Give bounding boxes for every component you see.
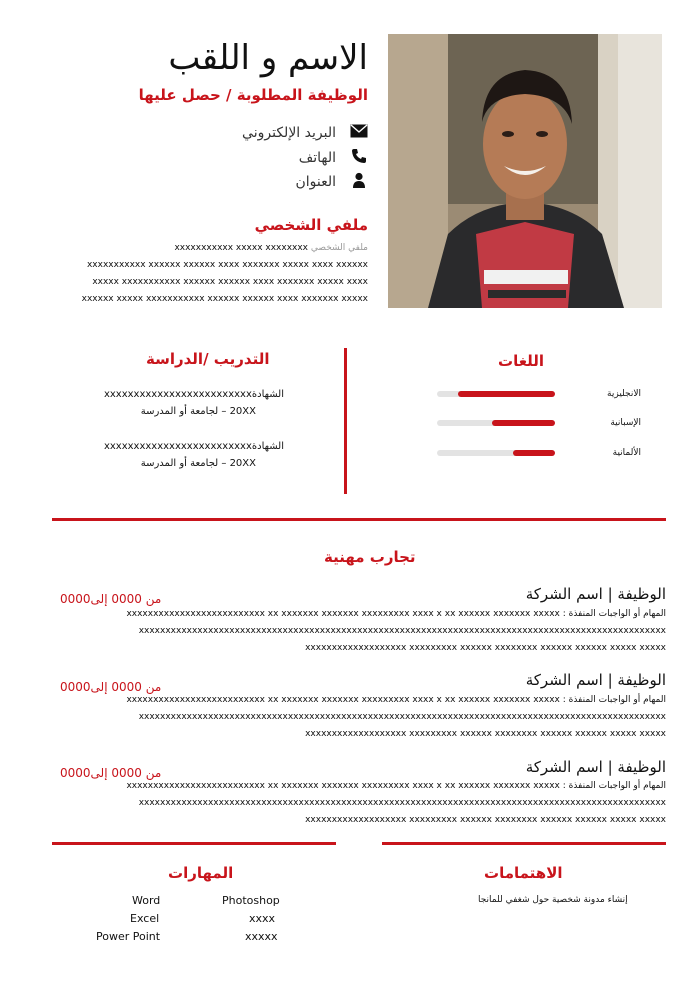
contact-email-label: البريد الإلكتروني (242, 125, 336, 141)
profile-line-3: xxxxx xxxxxxxxxxx xxxxxx xxxxxx xxxx xxxxxxx xxxxx xxxx (92, 277, 368, 287)
profile-label: ملفي الشخصي (310, 243, 368, 253)
education-degree: الشهادةxxxxxxxxxxxxxxxxxxxxxxxxx (103, 441, 284, 452)
language-row (437, 446, 641, 460)
experience-line: xxxxxxxxxxxxxxxxxxx xxxxxxxxx xxxxxx xxxxxxxx xxxxxx xxxxxx xxxxx xxxxx (305, 729, 666, 739)
education-school: 20XX – لجامعة أو المدرسة (140, 458, 256, 469)
profile-line-4: xxxxxx xxxxx xxxxxxxxxxx xxxxxx xxxxxx xxxx xxxxxxx xxxxx (81, 294, 368, 304)
contact-phone-label: الهاتف (298, 150, 336, 166)
skill-item: xxxx (249, 912, 276, 925)
experience-heading: الوظيفة | اسم الشركة (525, 671, 666, 689)
language-name: الألمانية (612, 448, 641, 458)
profile-line-1 (174, 240, 368, 257)
person-photo-illustration (388, 34, 662, 308)
section-divider (52, 842, 336, 845)
contact-address-label: العنوان (295, 174, 336, 190)
contact-phone (299, 147, 368, 169)
language-level-bar (437, 450, 555, 456)
experience-line: المهام أو الواجبات المنفذة : xxxxxxxxxxxxxxxxxxxxxxxxxx xx xxxxxxx xxxxxxx xxxxxxxxx xxxx x xx xxxxxx xxxxxxx xxxxx (126, 609, 666, 619)
profile-line-2: xxxxxxxxxxx xxxxxx xxxxxx xxxx xxxxxxx xxxxx xxxx xxxxxx (86, 260, 368, 270)
education-degree: الشهادةxxxxxxxxxxxxxxxxxxxxxxxxx (103, 389, 284, 400)
interest-item: إنشاء مدونة شخصية حول شغفي للمانجا (478, 895, 628, 905)
section-divider (382, 842, 666, 845)
language-name: الانجليزية (607, 389, 641, 399)
experience-line: المهام أو الواجبات المنفذة : xxxxxxxxxxxxxxxxxxxxxxxxxx xx xxxxxxx xxxxxxx xxxxxxxxx xxxx x xx xxxxxx xxxxxxx xxxxx (126, 781, 666, 791)
skill-item: Photoshop (222, 894, 280, 907)
contact-address (295, 171, 368, 193)
experience-line: xxxxxxxxxxxxxxxxxxxxxxxxxxxxxxxxxxxxxxxxxxxxxxxxxxxxxxxxxxxxxxxxxxxxxxxxxxxxxxxxxxxxxxxxxxxxxxxxxxx (138, 712, 666, 722)
experience-heading: الوظيفة | اسم الشركة (525, 758, 666, 776)
experience-dates: من 0000 إلى0000 (60, 592, 162, 606)
language-name: الإسبانية (610, 418, 641, 428)
person-icon (350, 172, 368, 192)
skill-item: Power Point (96, 930, 161, 943)
language-level-fill (458, 391, 555, 397)
education-school: 20XX – لجامعة أو المدرسة (140, 406, 256, 417)
column-divider (344, 348, 347, 494)
language-level-fill (513, 450, 555, 456)
experience-line: xxxxxxxxxxxxxxxxxxxxxxxxxxxxxxxxxxxxxxxxxxxxxxxxxxxxxxxxxxxxxxxxxxxxxxxxxxxxxxxxxxxxxxxxxxxxxxxxxxx (138, 626, 666, 636)
skill-item: Excel (130, 912, 160, 925)
phone-icon (350, 148, 368, 168)
experience-section-title: تجارب مهنية (324, 548, 416, 566)
section-divider (52, 518, 666, 521)
language-level-bar (437, 391, 555, 397)
interests-section-title: الاهتمامات (484, 864, 563, 882)
experience-dates: من 0000 إلى0000 (60, 766, 162, 780)
language-level-bar (437, 420, 555, 426)
experience-heading: الوظيفة | اسم الشركة (525, 585, 666, 603)
skill-item: xxxxx (245, 930, 278, 943)
education-section-title: التدريب /الدراسة (146, 350, 270, 368)
job-title: الوظيفة المطلوبة / حصل عليها (138, 86, 368, 104)
profile-section-title: ملفي الشخصي (254, 216, 368, 234)
experience-line: xxxxxxxxxxxxxxxxxxx xxxxxxxxx xxxxxx xxxxxxxx xxxxxx xxxxxx xxxxx xxxxx (305, 643, 666, 653)
skills-section-title: المهارات (168, 864, 234, 882)
person-name: الاسم و اللقب (168, 38, 368, 78)
experience-dates: من 0000 إلى0000 (60, 680, 162, 694)
language-row (437, 416, 641, 430)
skill-item: Word (132, 894, 161, 907)
profile-line-1-text: xxxxxxxxxxx xxxxx xxxxxxxx (174, 243, 309, 253)
experience-line: المهام أو الواجبات المنفذة : xxxxxxxxxxxxxxxxxxxxxxxxxx xx xxxxxxx xxxxxxx xxxxxxxxx xxxx x xx xxxxxx xxxxxxx xxxxx (126, 695, 666, 705)
language-row (437, 387, 641, 401)
contact-email (242, 122, 368, 144)
experience-line: xxxxxxxxxxxxxxxxxxx xxxxxxxxx xxxxxx xxxxxxxx xxxxxx xxxxxx xxxxx xxxxx (305, 815, 666, 825)
language-level-fill (492, 420, 555, 426)
profile-photo (388, 34, 662, 308)
experience-line: xxxxxxxxxxxxxxxxxxxxxxxxxxxxxxxxxxxxxxxxxxxxxxxxxxxxxxxxxxxxxxxxxxxxxxxxxxxxxxxxxxxxxxxxxxxxxxxxxxx (138, 798, 666, 808)
languages-section-title: اللغات (498, 352, 545, 370)
envelope-icon (350, 123, 368, 143)
